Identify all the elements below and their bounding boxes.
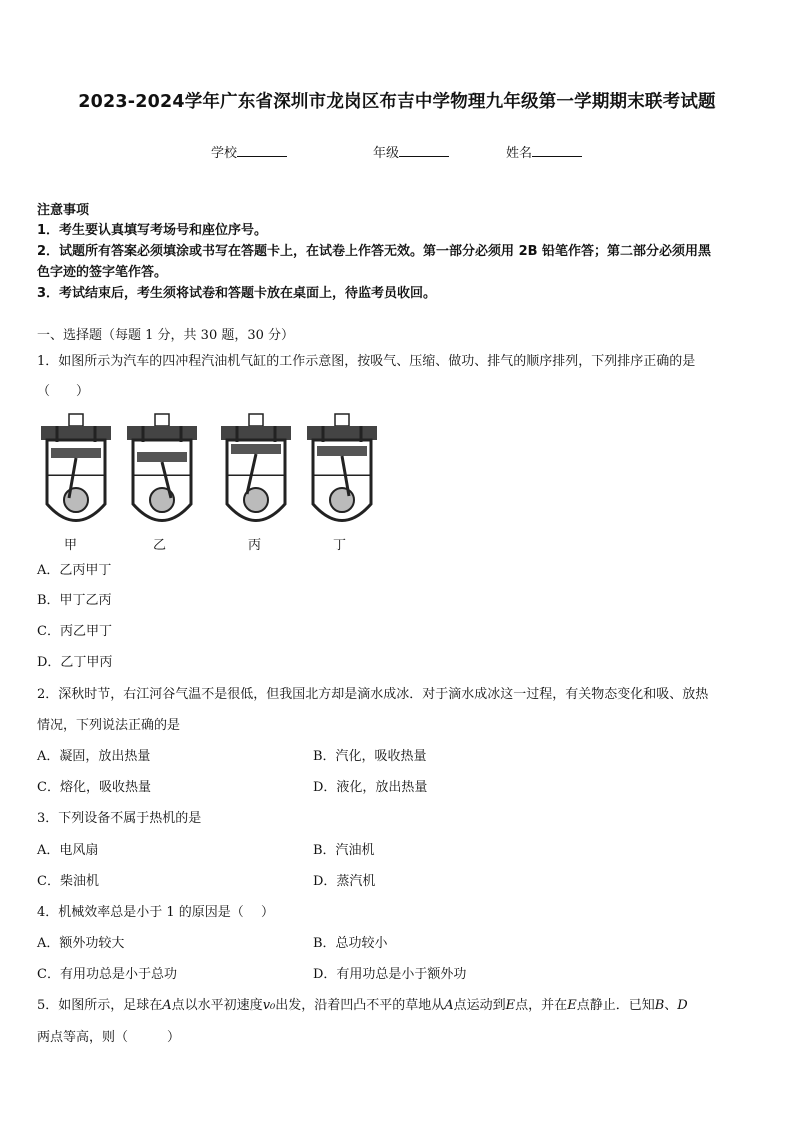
- option: A．额外功较大: [37, 936, 125, 951]
- grade-label: 年级: [373, 146, 400, 161]
- notice-item: 1．考生要认真填写考场号和座位序号。: [37, 223, 268, 238]
- engine-diagram-bing: [219, 412, 293, 532]
- name-blank: [532, 144, 582, 157]
- option: B．总功较小: [313, 936, 388, 951]
- notice-item: 3．考试结束后，考生须将试卷和答题卡放在桌面上，待监考员收回。: [37, 286, 437, 301]
- point-e-label: E: [567, 998, 577, 1013]
- grade-blank: [399, 144, 449, 157]
- section-heading: 一、选择题（每题 1 分，共 30 题，30 分）: [37, 328, 295, 343]
- option: D．蒸汽机: [313, 874, 376, 889]
- question-3-stem: 3．下列设备不属于热机的是: [37, 811, 202, 826]
- question-2-stem: 2．深秋时节，右江河谷气温不是很低，但我国北方却是滴水成冰．对于滴水成冰这一过程，有关物态变化和吸、放热: [37, 687, 709, 702]
- q5-text: 点，并在: [515, 998, 568, 1013]
- engine-diagram-yi: [125, 412, 199, 532]
- option: A．乙丙甲丁: [37, 563, 112, 578]
- option: A．凝固，放出热量: [37, 749, 151, 764]
- option: D．有用功总是小于额外功: [313, 967, 467, 982]
- page-title: 2023-2024学年广东省深圳市龙岗区布吉中学物理九年级第一学期期末联考试题: [78, 92, 716, 112]
- notice-heading: 注意事项: [37, 203, 90, 218]
- name-label: 姓名: [506, 146, 533, 161]
- option: C．有用功总是小于总功: [37, 967, 177, 982]
- engine-diagram-ding: [305, 412, 379, 532]
- option: D．乙丁甲丙: [37, 655, 113, 670]
- question-1-stem: 1．如图所示为汽车的四冲程汽油机气缸的工作示意图，按吸气、压缩、做功、排气的顺序排列，下列排序正确的是: [37, 354, 696, 369]
- school-field: [211, 142, 287, 161]
- option: B．甲丁乙丙: [37, 593, 112, 608]
- question-5-stem: [37, 996, 688, 1016]
- question-5-stem-cont: 两点等高，则（ ）: [37, 1030, 181, 1045]
- q5-text: 点运动到: [453, 998, 506, 1013]
- engine-label: 乙: [153, 538, 167, 553]
- question-4-stem: 4．机械效率总是小于 1 的原因是（ ）: [37, 905, 274, 920]
- point-b-label: B: [654, 998, 665, 1013]
- point-d-label: D: [677, 998, 688, 1013]
- school-blank: [237, 144, 287, 157]
- engine-label: 丁: [333, 538, 347, 553]
- question-1-stem-cont: （ ）: [37, 384, 90, 399]
- notice-item: 2．试题所有答案必须填涂或书写在答题卡上，在试卷上作答无效。第一部分必须用 2B 铅笔作答；第二部分必须用黑: [37, 244, 712, 259]
- point-a-label: A: [162, 998, 172, 1013]
- option: B．汽化，吸收热量: [313, 749, 427, 764]
- option: D．液化，放出热量: [313, 780, 428, 795]
- notice-item: 色字迹的签字笔作答。: [37, 265, 168, 280]
- q5-sep: 、: [664, 998, 678, 1013]
- point-a-label: A: [444, 998, 454, 1013]
- point-e-label: E: [505, 998, 516, 1013]
- option: C．柴油机: [37, 874, 99, 889]
- q5-text: 出发，沿着凹凸不平的草地从: [275, 998, 445, 1013]
- option: C．丙乙甲丁: [37, 624, 112, 639]
- q5-text: 点静止．已知: [576, 998, 655, 1013]
- option: A．电风扇: [37, 843, 99, 858]
- option: B．汽油机: [313, 843, 375, 858]
- engine-label: 甲: [64, 538, 78, 553]
- school-label: 学校: [211, 146, 238, 161]
- engine-diagram-jia: [39, 412, 113, 532]
- q5-text: 5．如图所示，足球在: [37, 998, 163, 1013]
- question-2-stem-cont: 情况，下列说法正确的是: [37, 718, 181, 733]
- q5-text: 点以水平初速度: [171, 998, 263, 1013]
- grade-field: [373, 142, 449, 161]
- engine-label: 丙: [248, 538, 262, 553]
- name-field: [506, 142, 582, 161]
- option: C．熔化，吸收热量: [37, 780, 151, 795]
- velocity-label: v₀: [262, 998, 276, 1013]
